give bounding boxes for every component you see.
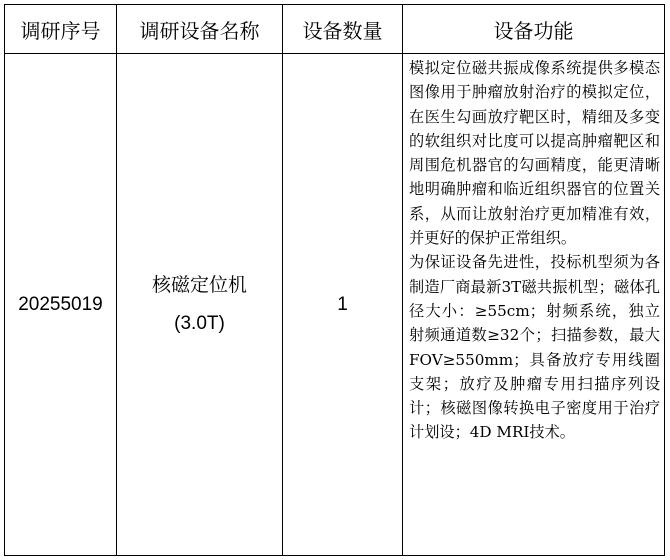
cell-function: [403, 54, 665, 556]
table-row: [5, 54, 665, 556]
equipment-spec: (3.0T): [174, 312, 225, 334]
cell-equipment-name: [117, 54, 283, 556]
header-equipment-name: 调研设备名称: [117, 5, 283, 54]
header-quantity: 设备数量: [283, 5, 403, 54]
table-header-row: [5, 5, 665, 54]
function-requirements: 为保证设备先进性，投标机型须为各制造厂商最新3T磁共振机型；磁体孔径大小：≥55cm；射频系统，独立射频通道数≥32个；扫描参数，最大FOV≥550mm；具备放疗专用线圈支架；放疗及肿瘤专用扫描序列设计；核磁图像转换电子密度用于治疗计划设；4D MRI技术。: [409, 253, 660, 442]
equipment-name: 核磁定位机: [151, 274, 247, 296]
header-function: 设备功能: [403, 5, 665, 54]
function-description: 模拟定位磁共振成像系统提供多模态图像用于肿瘤放射治疗的模拟定位，在医生勾画放疗靶区时，精细及多变的软组织对比度可以提高肿瘤靶区和周围危机器官的勾画精度，能更清晰地明确肿瘤和临近组织器官的位置关系，从而让放射治疗更加精准有效，并更好的保护正常组织。: [409, 59, 660, 248]
cell-quantity: 1: [283, 54, 403, 556]
equipment-table: [4, 4, 665, 556]
header-serial: 调研序号: [5, 5, 117, 54]
cell-serial: 20255019: [5, 54, 117, 556]
